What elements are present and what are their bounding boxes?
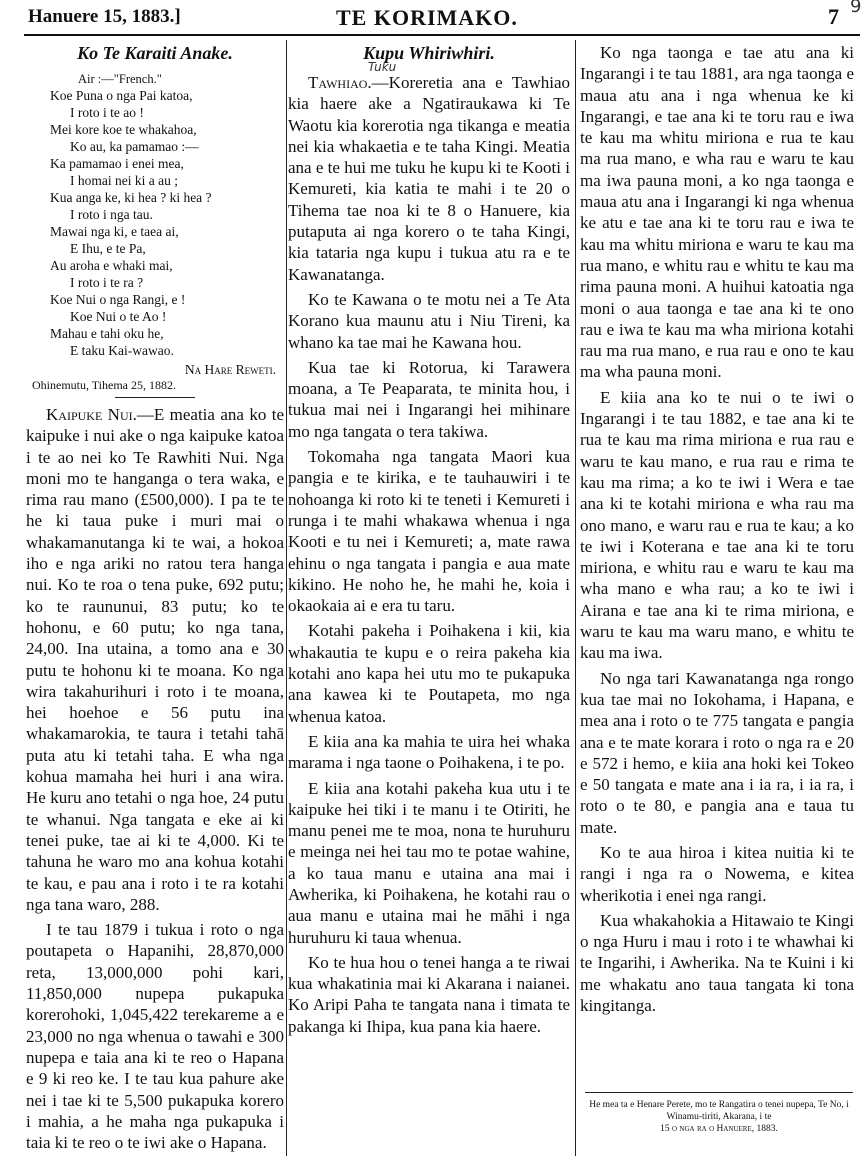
article-text: Kua tae ki Rotorua, ki Tarawera moana, a Te Peaparata, te minita hou, i tukua mai nei i Ingarangi hei mihinare mo nga tangata o tera takiwa. [288,357,570,441]
poem-line: Mei kore koe te whakahoa, [50,122,197,137]
poem-line: Mawai nga ki, e taea ai, [50,224,179,239]
article-text: E kiia ana ko te nui o te iwi o Ingarangi i te tau 1882, e tae ana ki te rua te kau ma rima miriona e rua rau e waru te kau mano, e rua rau e rima te kau ma rima; a ko te iwi i Wera e tae ana ki te kotahi miriona e wha rau ma ono mano, e waru rau e rua te kau; a ko te iwi i Koterana e tae ana ki te toru miriona, e whitu rau e waru te kau ma wha mano e wha rau; a ko te iwi i Airana e tae ana ki te rima miriona, e waru te kau ma waru mano, e whitu te kau ma iwa. [580,387,854,663]
article-text: Kotahi pakeha i Poihakena i kii, kia whakautia te kupu e o reira pakeha kia kotahi ano kapa hei utu mo te pukapuka ana kawea ki te Poutapeta, mo nga whenua katoa. [288,621,570,726]
article-paragraph [580,387,854,664]
issue-date: Hanuere 15, 1883.] [28,6,181,27]
imprint-line-1: He mea ta e Henare Perete, mo te Rangatira o tenei nupepa, Te No, i Winamu-tiriti, Akarana, i te [589,1100,849,1122]
poem-line: Ko au, ka pamamao :— [70,139,199,154]
poem-line: Kua anga ke, ki hea ? ki hea ? [50,190,212,205]
article-text: E kiia ana kotahi pakeha kua utu i te kaipuke hei tiki i te manu i te Otiriti, he manu penei me te moa, nona te huruhuru e meinga nei hei tau mo te potae wahine, a ko taua manu e utaina ana mai i Awherika, ki Poihakena, he kotahi rau o aua manu e utaina mai he māhi i nga huruhuru ki taua whenua. [288,778,570,947]
article-paragraph [580,842,854,906]
poem-title: Ko Te Karaiti Anake. [77,43,233,63]
article-lead: Kaipuke Nui. [46,405,137,424]
column-1-articles [26,404,284,1153]
column-2-articles [288,72,570,1037]
masthead-rule [24,34,860,36]
column-divider-2 [575,40,576,1156]
article-text: Ko te aua hiroa i kitea nuitia ki te rangi i nga ra o Nowema, e kitea wherikotia i enei nga rangi. [580,842,854,905]
article-paragraph [26,404,284,915]
article-lead: Tawhiao. [308,73,372,92]
article-paragraph [288,357,570,442]
poem-line: I homai nei ki a au ; [70,173,178,188]
news-section-title: Kupu Whiriwhiri. [363,43,495,63]
poem-signature: Na Hare Reweti. [184,362,276,377]
poem-line: E taku Kai-wawao. [70,343,174,358]
poem-line: Ka pamamao i enei mea, [50,156,184,171]
column-3-articles [580,42,854,1016]
poem-line: I roto i nga tau. [70,207,153,222]
printer-imprint [585,1092,853,1135]
article-paragraph [288,289,570,353]
masthead [0,0,864,40]
article-text: No nga tari Kawanatanga nga rongo kua tae mai no Iokohama, i Hapana, e mea ana i roto o te 775 tangata e pangia ana e te mate korara i roto o nga ra e 20 e 572 i hemo, e kiia ana hoki kei Tokeo e 50 tangata e mate ana i ia ra, i ia ra, i roto o te 80, e pangia ana e taua tu mate. [580,668,854,837]
page-number: 7 [828,4,839,29]
column-1 [26,40,284,1162]
article-paragraph [288,446,570,616]
article-text: E kiia ana ka mahia te uira hei whaka marama i nga taone o Poihakena, i te po. [288,731,570,773]
article-text: Kua whakahokia a Hitawaio te Kingi o nga Huru i mau i roto i te whawhai ki te Ingarihi, i Awherika. Na te Kuini i ki me whakatu ano taua tangata ki tona kingitanga. [580,910,854,1016]
article-text: —Koreretia ana e Tawhiao kia haere ake a Ngatiraukawa ki Te Waotu kia korerotia nga tikanga e meatia nei kia whakaetia e te taha Kingi. Meatia ana e te hui me tuku he kupu ki te Kooti i Kemureti, kia katia te mahi i te 20 o Tihema tae noa ki te 8 o Hanuere, kia putaputa ai nga korero o te taha Kingi, kia tataria nga kupu i tukua atu ra e te Kawanatanga. [288,73,570,284]
poem-line: Au aroha e whaki mai, [50,258,173,273]
article-text: Ko nga taonga e tae atu ana ki Ingarangi i te tau 1881, ara nga taonga e maua atu ana i nga whenua ke ki Ingarangi, e tae ana ki te toru rau e iwa te kau ma whitu miriona e rua te kau ma rua mano, e wha rau e waru te kau ma iwa pauna moni, a ko nga taonga e maua atu ana i Ingarangi ki nga whenua ke atu e tae ana ki te toru rau e iwa te kau ma whitu miriona e waru te kau ma rua mano, e whitu rau e whitu te kau ma rima pauna moni. A huihui katoatia nga moni o aua taonga e tae ana ki te ono rau e iwa te kau ma wha miriona kotahi rau ma rua mano, e rua rau e ono te kau ma wha pauna moni. [580,43,854,382]
article-paragraph [288,952,570,1037]
column-2 [288,40,570,1162]
article-paragraph [26,919,284,1153]
newspaper-title: TE KORIMAKO. [336,5,518,30]
poem-place-date: Ohinemutu, Tihema 25, 1882. [32,378,177,392]
article-paragraph [580,668,854,838]
poem-line: Koe Nui o nga Rangi, e ! [50,292,186,307]
article-paragraph [288,72,570,285]
poem [26,87,284,359]
article-paragraph [580,910,854,1016]
article-paragraph [288,778,570,948]
poem-line: I roto i te ao ! [70,105,144,120]
article-paragraph [580,42,854,383]
article-paragraph [288,620,570,726]
article-text: Tokomaha nga tangata Maori kua pangia e te kirika, e te tauhauwiri i te nohoanga ki roto ki te teneti i Kemureti i runga i te mahi whakawa whenua i nga Kooti e tu nei i Kemureti; a, mate rawa ehinu o nga tangata i pangia e aua mate kikino. He noho he, he mahi he, koia i okaokaia ai e era tu taru. [288,447,570,616]
imprint-line-2: 15 o nga ra o Hanuere, 1883. [660,1124,778,1134]
poem-air: Air :—"French." [78,72,162,86]
article-text: —E meatia ana ko te kaipuke i nui ake o nga kaipuke katoa i te ao nei ko Te Rawhiti Nui. Nga moni mo te hanganga o tera waka, e rima rau mano (£500,000). I pa te te he ki taua puke i muri mai o whakamanutanga ki te wai, a hokoa iho e nga ariki no ratou tera hanga nui. Ko te roa o tena puke, 692 putu; ko te raununui, 83 putu; ko te hohonu, e 60 putu; ko nga tana, 24,00. Ina utaina, a tomo ana e 30 putu te hohonu ki te moana. Ko nga wira takahurihuri i roto i te moana, hei hoehoe e 56 putu ina whakamarokia, te taura i tetahi tahā puta atu ki tetahi taha. E wha nga kohua mamaha hei huri i ana wira. He kuru ano tetahi o nga hoe, 24 putu te whanui. Nga tangata e eke ai ki tenei puke, tae ai ki te 4,000. Ki te tahuna he waro mo ana kohua kotahi te kau, e pau ana i roto i te ra kotahi nga tana waro, 288. [26,405,284,914]
poem-line: I roto i te ra ? [70,275,144,290]
column-divider-1 [286,40,287,1156]
poem-line: Koe Puna o nga Pai katoa, [50,88,193,103]
column-3 [580,40,854,1162]
article-paragraph [288,731,570,774]
article-text: Ko te hua hou o tenei hanga a te riwai kua whakatinia mai ki Akarana i naianei. Ko Aripi Paha te tangata nana i timata te pakanga ki Ihipa, kua pana kia haere. [288,952,570,1036]
poem-line: Mahau e tahi oku he, [50,326,164,341]
corner-handwritten-mark: 9 [850,0,862,17]
poem-line: E Ihu, e te Pa, [70,241,146,256]
section-rule [115,397,195,398]
article-text: I te tau 1879 i tukua i roto o nga poutapeta o Hapanihi, 28,870,000 reta, 13,000,000 pohi kari, 11,850,000 nupepa pukapuka korerohoki, 1,045,422 terekareme a e 23,000 no nga whenua o tawahi e 300 nupepa e taia ana ki te reo o Hapana e 9 ki reo ke. I te tau kua pahure ake nei i tae ki te 5,500 pukapuka korero i mahia, a he maha nga pukapuka i taia ki te reo o te iwi ake o Hapana. [26,920,284,1153]
handwritten-annotation: Tuku [368,60,397,74]
article-text: Ko te Kawana o te motu nei a Te Ata Korano kua maunu atu i Niu Tireni, ka whano ka tae mai he Kawana hou. [288,289,570,352]
poem-line: Koe Nui o te Ao ! [70,309,167,324]
